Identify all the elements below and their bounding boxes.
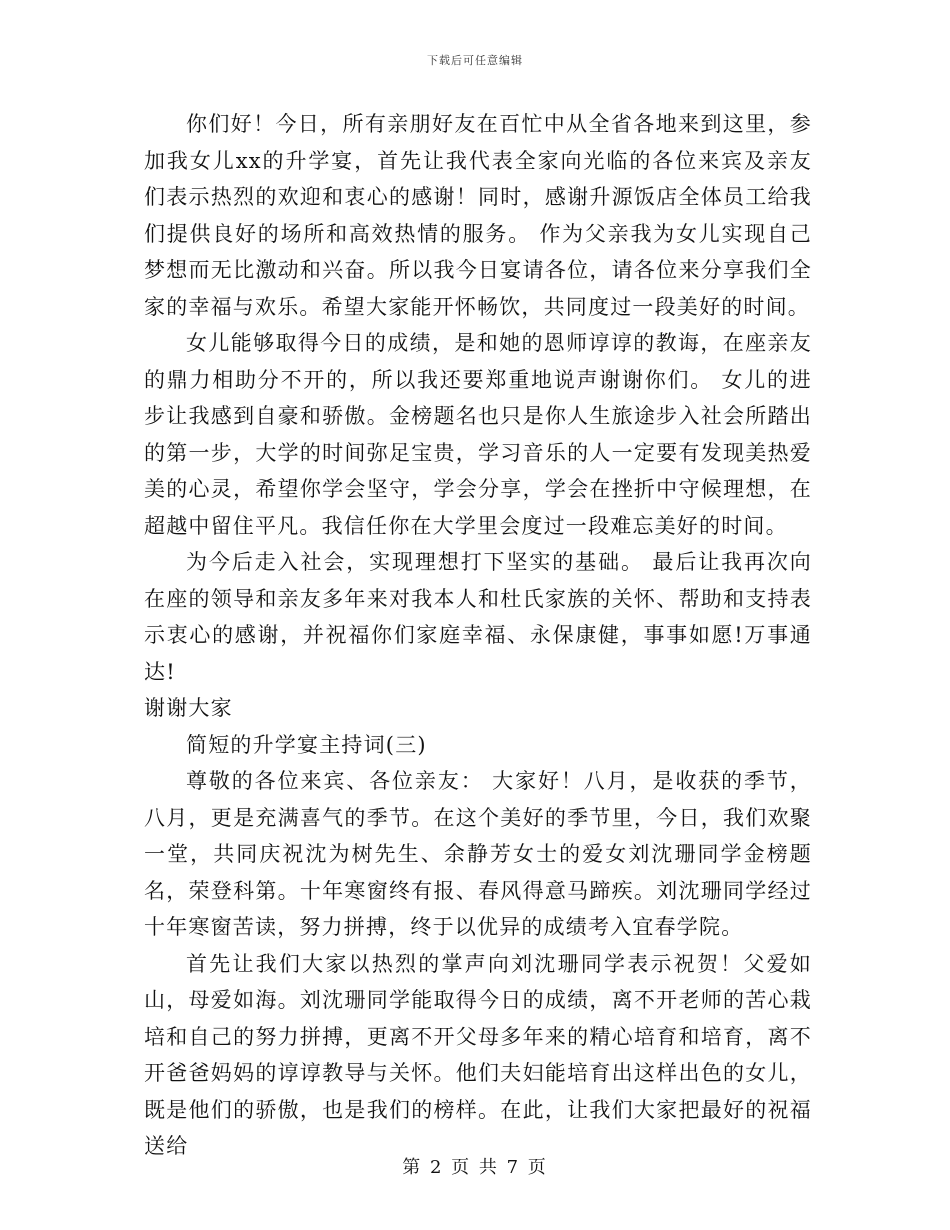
page-header: 下载后可任意编辑 (427, 54, 523, 67)
paragraph: 你们好！今日，所有亲朋好友在百忙中从全省各地来到这里，参加我女儿xx的升学宴，首先让我代表全家向光临的各位来宾及亲友们表示热烈的欢迎和衷心的感谢！同时，感谢升源饭店全体员工给我们提供良好的场所和高效热情的服务。 作为父亲我为女儿实现自己梦想而无比激动和兴奋。所以我今日宴请各位，请各位来分享我们全家的幸福与欢乐。希望大家能开怀畅饮，共同度过一段美好的时间。 (144, 112, 812, 319)
section-title: 简短的升学宴主持词(三) (186, 732, 427, 757)
paragraph: 首先让我们大家以热烈的掌声向刘沈珊同学表示祝贺！父爱如山，母爱如海。刘沈珊同学能取得今日的成绩，离不开老师的苦心栽培和自己的努力拼搏，更离不开父母多年来的精心培育和培育，离不开爸爸妈妈的谆谆教导与关怀。他们夫妇能培育出这样出色的女儿，既是他们的骄傲，也是我们的榜样。在此，让我们大家把最好的祝福送给 (144, 951, 812, 1158)
paragraph: 女儿能够取得今日的成绩，是和她的恩师谆谆的教诲，在座亲友的鼎力相助分不开的，所以我还要郑重地说声谢谢你们。 女儿的进步让我感到自豪和骄傲。金榜题名也只是你人生旅途步入社会所踏出的第一步，大学的时间弥足宝贵，学习音乐的人一定要有发现美热爱美的心灵，希望你学会坚守，学会分享，学会在挫折中守候理想，在超越中留住平凡。我信任你在大学里会度过一段难忘美好的时间。 (144, 331, 812, 538)
paragraph: 尊敬的各位来宾、各位亲友： 大家好！八月，是收获的季节，八月，更是充满喜气的季节。在这个美好的季节里，今日，我们欢聚一堂，共同庆祝沈为树先生、余静芳女士的爱女刘沈珊同学金榜题名，荣登科第。十年寒窗终有报、春风得意马蹄疾。刘沈珊同学经过十年寒窗苦读，努力拼搏，终于以优异的成绩考入宜春学院。 (144, 769, 812, 939)
paragraph: 谢谢大家 (144, 696, 233, 720)
document-body (144, 106, 812, 1165)
page-number: 第 2 页 共 7 页 (402, 1157, 548, 1178)
paragraph: 为今后走入社会，实现理想打下坚实的基础。 最后让我再次向在座的领导和亲友多年来对我本人和杜氏家族的关怀、帮助和支持表示衷心的感谢，并祝福你们家庭幸福、永保康健，事事如愿!万事通达! (144, 550, 812, 684)
